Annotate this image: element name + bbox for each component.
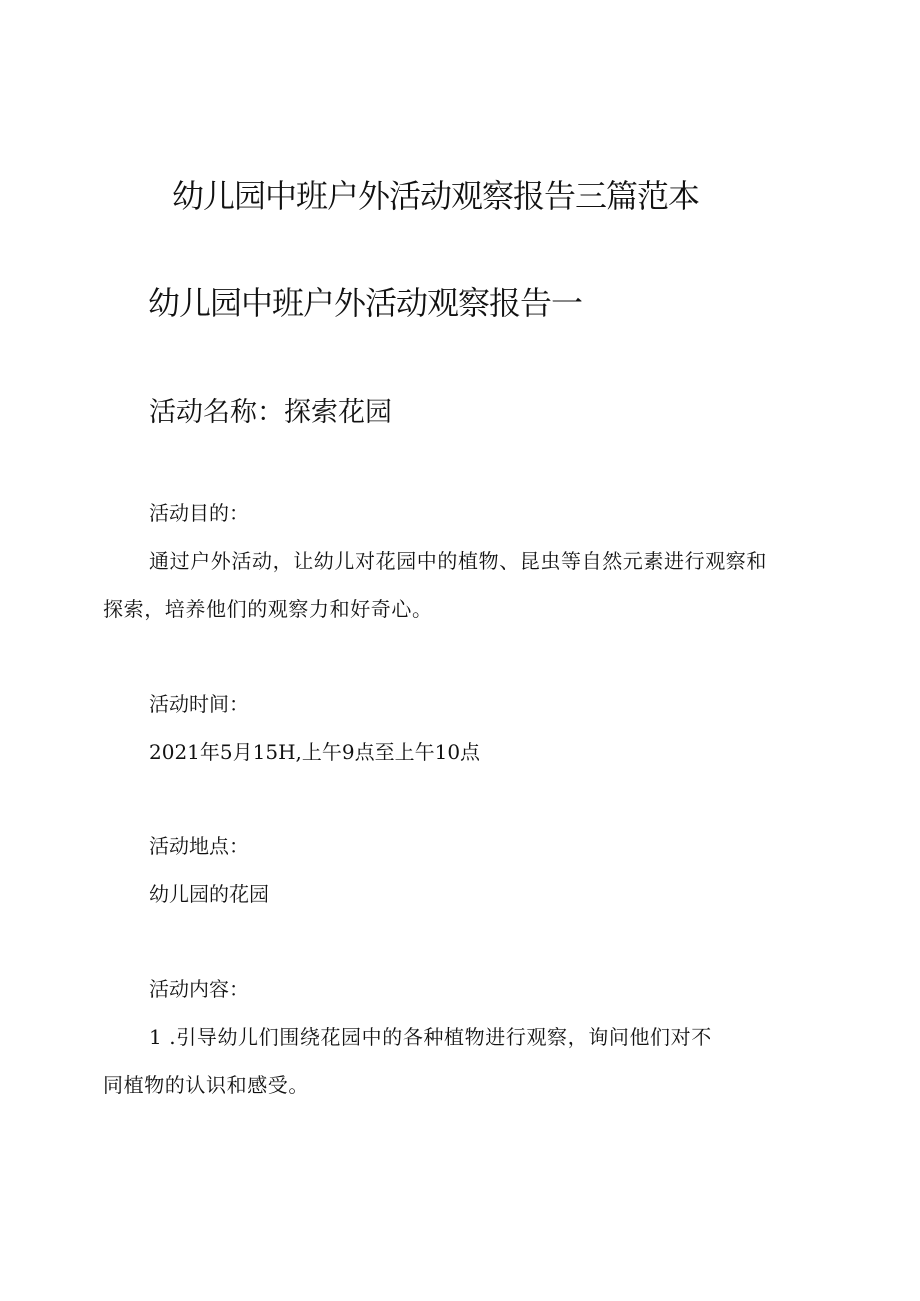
activity-name-heading: 活动名称：探索花园	[149, 397, 392, 428]
content-text-line-2: 同植物的认识和感受。	[103, 1073, 309, 1097]
purpose-text-line-1: 通过户外活动，让幼儿对花园中的植物、昆虫等自然元素进行观察和	[149, 549, 767, 573]
location-value: 幼儿园的花园	[149, 882, 269, 906]
location-label: 活动地点：	[149, 834, 249, 858]
purpose-label: 活动目的：	[149, 501, 249, 525]
content-text-line-1: 1 .引导幼儿们围绕花园中的各种植物进行观察，询问他们对不	[149, 1025, 712, 1049]
time-label: 活动时间：	[149, 692, 249, 716]
report-heading: 幼儿园中班户外活动观察报告一	[148, 284, 583, 322]
document-title: 幼儿园中班户外活动观察报告三篇范本	[172, 177, 700, 215]
time-value: 2021年5月15H,上午9点至上午10点	[149, 740, 481, 764]
purpose-text-line-2: 探索，培养他们的观察力和好奇心。	[103, 597, 433, 621]
content-label: 活动内容：	[149, 977, 249, 1001]
